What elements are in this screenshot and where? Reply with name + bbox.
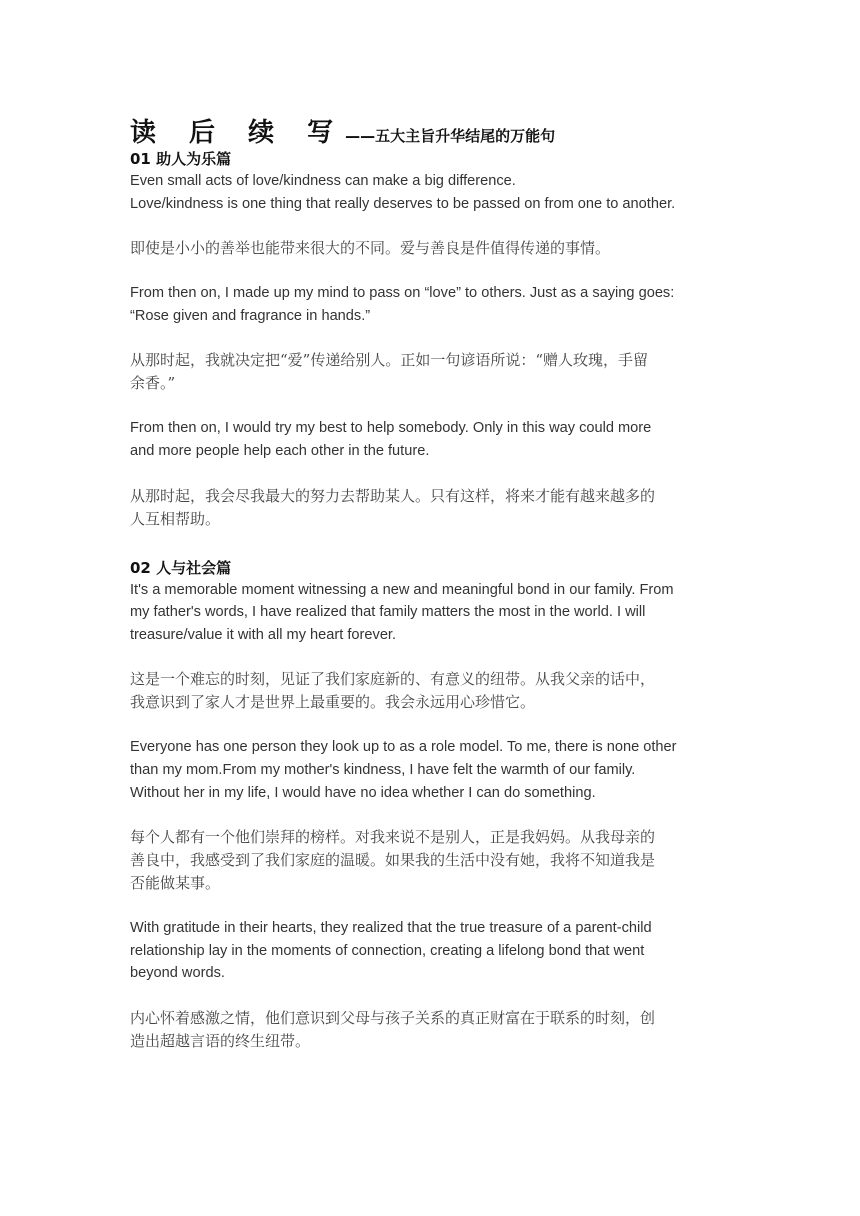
text-line: my father's words, I have realized that family matters the most in the world. I will bbox=[130, 604, 646, 621]
text-line: 我意识到了家人才是世界上最重要的。我会永远用心珍惜它。 bbox=[130, 693, 536, 712]
text-line: Everyone has one person they look up to as a role model. To me, there is none other bbox=[130, 739, 677, 756]
document-page bbox=[130, 112, 734, 1053]
text-line: than my mom.From my mother's kindness, I have felt the warmth of our family. bbox=[130, 761, 636, 778]
text-line: From then on, I made up my mind to pass on “love” to others. Just as a saying goes: bbox=[130, 285, 675, 302]
english-paragraph bbox=[130, 736, 734, 804]
text-line: beyond words. bbox=[130, 965, 225, 982]
text-line: From then on, I would try my best to help somebody. Only in this way could more bbox=[130, 420, 652, 437]
section-heading: 02 人与社会篇 bbox=[130, 558, 232, 577]
text-line: Even small acts of love/kindness can make a big difference. bbox=[130, 173, 516, 189]
english-paragraph bbox=[130, 917, 734, 985]
text-line: With gratitude in their hearts, they realized that the true treasure of a parent-child bbox=[130, 920, 652, 937]
section-people-and-society bbox=[130, 557, 734, 1053]
english-paragraph bbox=[130, 579, 734, 647]
section-helping-others bbox=[130, 148, 734, 531]
chinese-paragraph bbox=[130, 826, 734, 895]
text-line: It's a memorable moment witnessing a new and meaningful bond in our family. From bbox=[130, 581, 674, 598]
text-line: 从那时起，我会尽我最大的努力去帮助某人。只有这样，将来才能有越来越多的 bbox=[130, 486, 656, 505]
text-line: 从那时起，我就决定把“爱”传递给别人。正如一句谚语所说：“赠人玫瑰，手留 bbox=[130, 351, 649, 370]
document-subtitle: ——五大主旨升华结尾的万能句 bbox=[345, 127, 556, 145]
english-paragraph bbox=[130, 170, 734, 215]
text-line: “Rose given and fragrance in hands.” bbox=[130, 307, 371, 324]
english-paragraph bbox=[130, 417, 734, 462]
text-line: Love/kindness is one thing that really deserves to be passed on from one to another. bbox=[130, 195, 676, 212]
chinese-paragraph bbox=[130, 485, 734, 531]
document-title-row bbox=[130, 112, 734, 148]
chinese-paragraph bbox=[130, 668, 734, 714]
text-line: 即使是小小的善举也能带来很大的不同。爱与善良是件值得传递的事情。 bbox=[130, 239, 611, 258]
text-line: 内心怀着感激之情，他们意识到父母与孩子关系的真正财富在于联系的时刻，创 bbox=[130, 1008, 656, 1027]
text-line: relationship lay in the moments of connection, creating a lifelong bond that went bbox=[130, 942, 645, 959]
document-title: 读 后 续 写 bbox=[130, 118, 346, 148]
text-line: 余香。” bbox=[130, 374, 176, 393]
text-line: 这是一个难忘的时刻，见证了我们家庭新的、有意义的纽带。从我父亲的话中， bbox=[130, 670, 656, 689]
text-line: Without her in my life, I would have no idea whether I can do something. bbox=[130, 784, 596, 801]
chinese-paragraph bbox=[130, 349, 734, 395]
text-line: 否能做某事。 bbox=[130, 874, 221, 893]
english-paragraph bbox=[130, 282, 734, 327]
text-line: 造出超越言语的终生纽带。 bbox=[130, 1031, 311, 1050]
text-line: and more people help each other in the future. bbox=[130, 442, 430, 459]
text-line: 善良中，我感受到了我们家庭的温暖。如果我的生活中没有她，我将不知道我是 bbox=[130, 851, 656, 870]
text-line: treasure/value it with all my heart forever. bbox=[130, 626, 397, 643]
chinese-paragraph bbox=[130, 237, 734, 260]
chinese-paragraph bbox=[130, 1007, 734, 1053]
text-line: 每个人都有一个他们崇拜的榜样。对我来说不是别人，正是我妈妈。从我母亲的 bbox=[130, 828, 656, 847]
section-heading: 01 助人为乐篇 bbox=[130, 150, 232, 168]
text-line: 人互相帮助。 bbox=[130, 509, 221, 528]
